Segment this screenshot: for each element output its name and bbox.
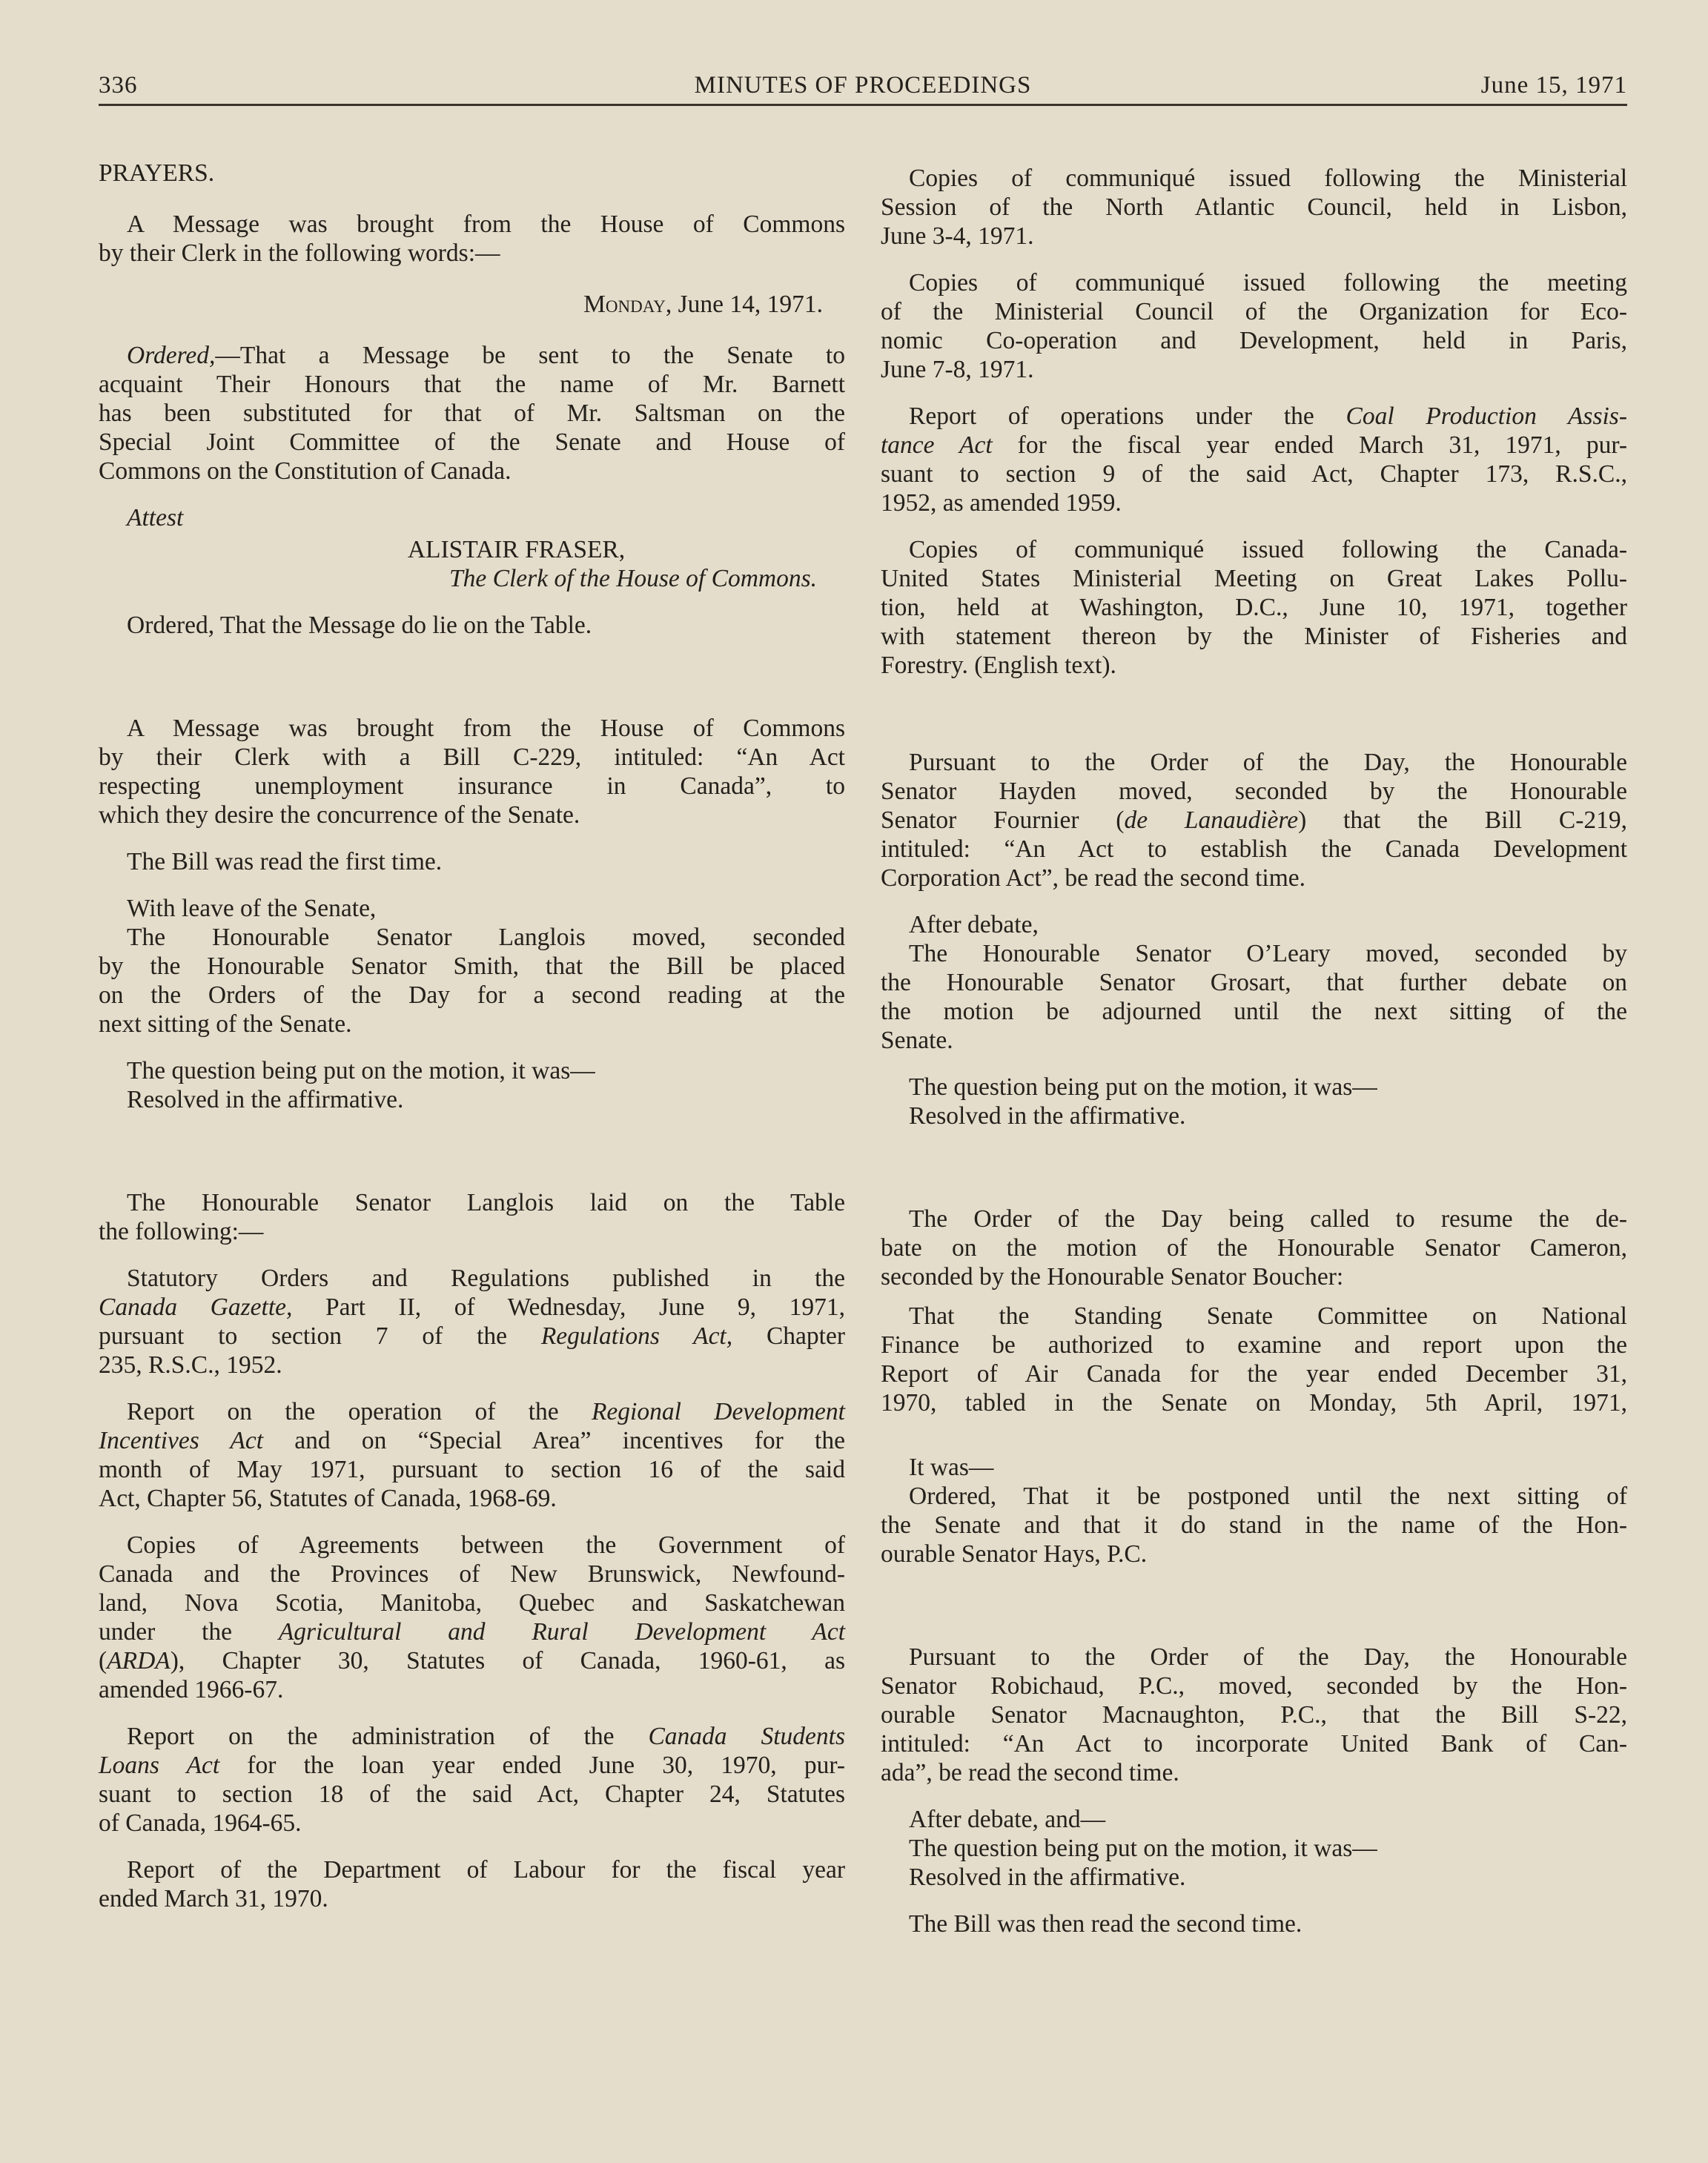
running-title: MINUTES OF PROCEEDINGS <box>694 72 1032 99</box>
national-finance-motion: That the Standing Senate Committee on National Finance be authorized to examine and report upon the Report of Air Canada for the year ended December 31, 1970, tabled in the Senate on Monday, 5th April, 1971, <box>881 1302 1627 1417</box>
students-loans-report: Report on the administration of the Canada Students Loans Act for the loan year ended June 30, 1970, pur- suant to section 18 of the said Act, Chapter 24, Statutes of Canada, 1964-65. <box>99 1723 846 1837</box>
hayden-motion: Pursuant to the Order of the Day, the Honourable Senator Hayden moved, seconded by the Honourable Senator Fournier (de Lanaudière) that the Bill C-219, intituled: “An Act to establish the Canada Development Corporation Act”, be read the second time. <box>881 749 1627 892</box>
oecd-communique: Copies of communiqué issued following the meeting of the Ministerial Council of the Organization for Eco- nomic Co-operation and Development, held in Paris, June 7-8, 1971. <box>881 269 1627 383</box>
bill-second-reading: The Bill was then read the second time. <box>909 1910 1302 1938</box>
prayers-heading: PRAYERS. <box>99 159 215 187</box>
header-date: June 15, 1971 <box>1480 72 1627 99</box>
page-number: 336 <box>99 72 138 99</box>
attest-label: Attest <box>127 504 184 531</box>
right-column <box>881 164 1627 1938</box>
signer-title: The Clerk of the House of Commons. <box>449 565 817 592</box>
message-date: Monday, June 14, 1971. <box>583 291 823 318</box>
question-2: The question being put on the motion, it was— Resolved in the affirmative. <box>909 1073 1377 1130</box>
ordered-table: Ordered, That the Message do lie on the Table. <box>127 612 592 639</box>
oleary-motion: After debate, The Honourable Senator O’Leary moved, seconded by the Honourable Senator Grosart, that further debate on the motion be adjourned until the next sitting of the Senate. <box>881 911 1627 1054</box>
robichaud-motion: Pursuant to the Order of the Day, the Honourable Senator Robichaud, P.C., moved, seconded by the Hon- ourable Senator Macnaughton, P.C., that the Bill S-22, intituled: “An Act to incorporate United Bank of Can- ada”, be read the second time. <box>881 1643 1627 1786</box>
question-1: The question being put on the motion, it was— Resolved in the affirmative. <box>127 1057 595 1113</box>
bill-first-reading: The Bill was read the first time. <box>127 848 443 875</box>
cameron-order: The Order of the Day being called to resume the de- bate on the motion of the Honourable Senator Cameron, seconded by the Honourable Senator Boucher: <box>881 1205 1627 1291</box>
postponed-order: It was— Ordered, That it be postponed until the next sitting of the Senate and that it do stand in the name of the Hon- ourable Senator Hays, P.C. <box>881 1454 1627 1568</box>
regional-development-report: Report on the operation of the Regional Development Incentives Act and on “Special Area” incentives for the month of May 1971, pursuant to section 16 of the said Act, Chapter 56, Statutes of Canada, 1968-69. <box>99 1398 845 1512</box>
message-2: A Message was brought from the House of Commons by their Clerk with a Bill C-229, intituled: “An Act respecting unemployment insurance in Canada”, to which they desire the concurrence of the Senate. <box>99 715 845 829</box>
great-lakes-communique: Copies of communiqué issued following the Canada- United States Ministerial Meeting on Great Lakes Pollu- tion, held at Washington, D.C., June 10, 1971, together with statement thereon by the Minister of Fisheries and Forestry. (English text). <box>881 536 1627 679</box>
message-1: A Message was brought from the House of Commons by their Clerk in the following words:— <box>99 211 845 267</box>
langlois-motion: With leave of the Senate, The Honourable Senator Langlois moved, seconded by the Honourable Senator Smith, that the Bill be placed on the Orders of the Day for a second reading at the next sitting of the Senate. <box>99 895 845 1038</box>
page-header <box>99 68 1627 106</box>
question-3: After debate, and— The question being put on the motion, it was— Resolved in the affirmative. <box>909 1806 1377 1891</box>
laid-on-table: The Honourable Senator Langlois laid on the Table the following:— <box>99 1189 845 1245</box>
message-1-body: Ordered,—That a Message be sent to the Senate to acquaint Their Honours that the name of Mr. Barnett has been substituted for that of Mr. Saltsman on the Special Joint Committee of the Senate and House of Commons on the Constitution of Canada. <box>99 342 845 485</box>
nato-communique: Copies of communiqué issued following the Ministerial Session of the North Atlantic Council, held in Lisbon, June 3-4, 1971. <box>881 165 1627 250</box>
coal-report: Report of operations under the Coal Production Assis- tance Act for the fiscal year ended March 31, 1971, pur- suant to section 9 of the said Act, Chapter 173, R.S.C., 1952, as amended 1959. <box>881 403 1627 517</box>
left-column <box>99 159 845 1913</box>
statutory-orders: Statutory Orders and Regulations published in the Canada Gazette, Part II, of Wednesday, June 9, 1971, pursuant to section 7 of the Regulations Act, Chapter 235, R.S.C., 1952. <box>99 1265 845 1379</box>
signer-name: ALISTAIR FRASER, <box>407 536 626 563</box>
arda-agreements: Copies of Agreements between the Government of Canada and the Provinces of New Brunswick, Newfound- land, Nova Scotia, Manitoba, Quebec and Saskatchewan under the Agricultural and Rural Development Act (ARDA), Chapter 30, Statutes of Canada, 1960-61, as amended 1966-67. <box>99 1531 846 1703</box>
labour-report: Report of the Department of Labour for the fiscal year ended March 31, 1970. <box>99 1856 845 1912</box>
